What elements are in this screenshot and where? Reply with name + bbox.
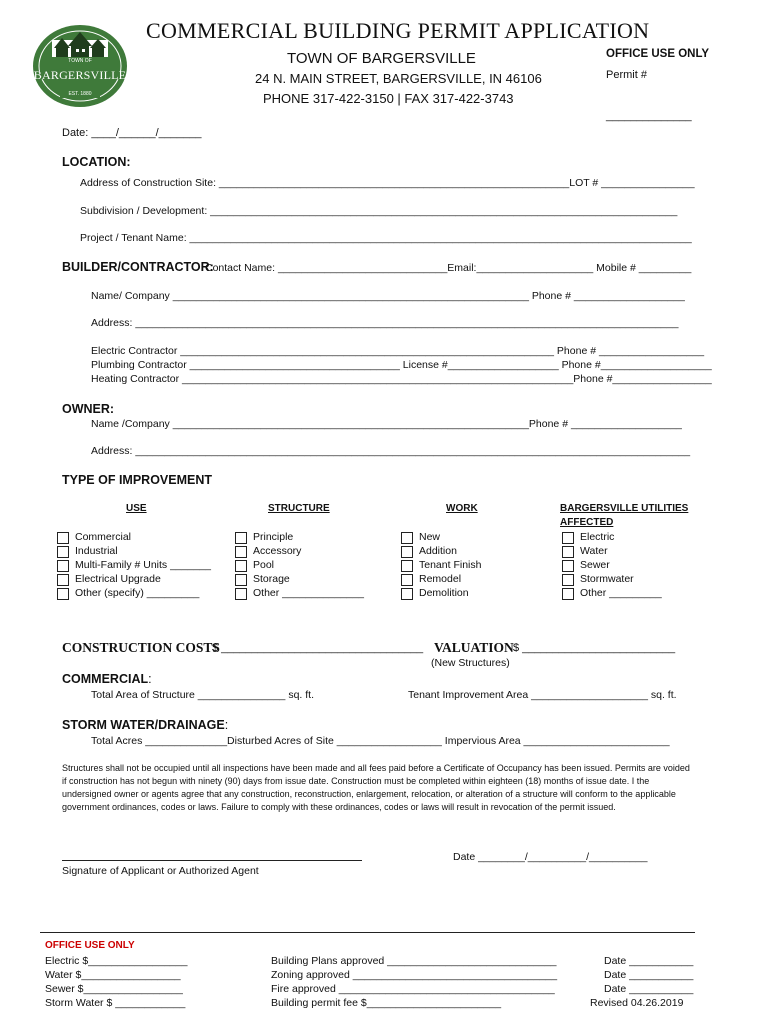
construction-costs-field[interactable]: $ _________________________________ (212, 642, 424, 654)
checkbox[interactable] (235, 574, 247, 586)
signature-line[interactable] (62, 860, 362, 861)
acreage-fields[interactable]: Total Acres ______________Disturbed Acres of Site __________________ Impervious Area _________________________ (91, 735, 670, 747)
permit-fee-field[interactable]: Building permit fee $_______________________ (271, 997, 502, 1009)
checkbox[interactable] (401, 560, 413, 572)
checkbox[interactable] (235, 588, 247, 600)
fire-date-field[interactable]: Date ___________ (604, 983, 694, 995)
total-area-field[interactable]: Total Area of Structure _______________ sq. ft. (91, 689, 314, 701)
permit-number-label: Permit # (606, 69, 647, 81)
location-heading: LOCATION: (62, 155, 131, 169)
commercial-heading: COMMERCIAL: (62, 672, 152, 686)
construction-address-field[interactable]: Address of Construction Site: ____________________________________________________________LOT # ________________ (80, 177, 695, 189)
checkbox[interactable] (401, 588, 413, 600)
work-column-header: WORK (446, 503, 478, 514)
subdivision-field[interactable]: Subdivision / Development: ________________________________________________________________________________ (80, 205, 678, 217)
checkbox[interactable] (562, 546, 574, 558)
electric-contractor-field[interactable]: Electric Contractor ________________________________________________________________ Phone # __________________ (91, 345, 705, 357)
checkbox[interactable] (235, 560, 247, 572)
checkbox[interactable] (562, 588, 574, 600)
owner-company-field[interactable]: Name /Company _____________________________________________________________Phone # ___________________ (91, 418, 682, 430)
zoning-field[interactable]: Zoning approved ___________________________________ (271, 969, 558, 981)
checkbox[interactable] (562, 560, 574, 572)
builder-company-field[interactable]: Name/ Company _____________________________________________________________ Phone # ___________________ (91, 290, 685, 302)
date-field[interactable]: Date: ____/______/_______ (62, 127, 202, 139)
checkbox[interactable] (401, 574, 413, 586)
signature-label: Signature of Applicant or Authorized Agent (62, 865, 259, 877)
revision-date: Revised 04.26.2019 (590, 997, 684, 1009)
utilities-column-header: BARGERSVILLE UTILITIES (560, 503, 689, 514)
disclaimer-paragraph: Structures shall not be occupied until all inspections have been made and all fees paid before a Certificate of Occupancy has been issued. Permits are voided if construction has not begun with ninety (90) days from issue date. Construction must be completed within eighteen (18) months of issue date. I the undersigned owner or agents agree that any construction, reconstruction, enlargement, relocation, or alteration of a structure will conform to the applicable government ordinances, codes or laws. Failure to comply with these ordinances, codes or laws will result in revocation of the permit issued. (62, 763, 690, 812)
owner-address-field[interactable]: Address: _______________________________________________________________________________________________ (91, 445, 691, 457)
checkbox[interactable] (57, 574, 69, 586)
office-storm-field[interactable]: Storm Water $ ____________ (45, 997, 186, 1009)
building-plans-field[interactable]: Building Plans approved _____________________________ (271, 955, 557, 967)
tenant-area-field[interactable]: Tenant Improvement Area ____________________ sq. ft. (408, 689, 677, 701)
logo-top-text: TOWN OF (68, 58, 92, 64)
use-column-header: USE (126, 503, 147, 514)
checkbox[interactable] (401, 546, 413, 558)
checkbox[interactable] (562, 532, 574, 544)
page-title: COMMERCIAL BUILDING PERMIT APPLICATION (146, 18, 650, 43)
storm-water-heading: STORM WATER/DRAINAGE: (62, 718, 229, 732)
office-electric-field[interactable]: Electric $_________________ (45, 955, 188, 967)
signature-date-field[interactable]: Date ________/__________/__________ (453, 851, 648, 863)
permit-number-blank[interactable]: ______________ (606, 110, 692, 122)
valuation-field[interactable]: $ _________________________ (513, 642, 676, 654)
logo-est-text: EST. 1880 (68, 91, 92, 97)
improvement-heading: TYPE OF IMPROVEMENT (62, 473, 213, 487)
builder-address-field[interactable]: Address: _____________________________________________________________________________________________ (91, 317, 679, 329)
plans-date-field[interactable]: Date ___________ (604, 955, 694, 967)
office-use-header: OFFICE USE ONLY (606, 48, 710, 60)
construction-costs-label: CONSTRUCTION COSTS (62, 640, 220, 655)
checkbox[interactable] (235, 532, 247, 544)
plumbing-contractor-field[interactable]: Plumbing Contractor ____________________________________ License #___________________ Phone #___________________ (91, 359, 712, 371)
builder-heading: BUILDER/CONTRACTOR: (62, 260, 214, 274)
new-structures-note: (New Structures) (431, 657, 510, 669)
office-sewer-field[interactable]: Sewer $_________________ (45, 983, 183, 995)
checkbox[interactable] (235, 546, 247, 558)
valuation-label: VALUATION (434, 640, 514, 655)
zoning-date-field[interactable]: Date ___________ (604, 969, 694, 981)
office-divider (40, 932, 695, 933)
structure-column-header: STRUCTURE (268, 503, 330, 514)
town-name: TOWN OF BARGERSVILLE (287, 50, 476, 67)
owner-heading: OWNER: (62, 402, 115, 416)
project-tenant-field[interactable]: Project / Tenant Name: ______________________________________________________________________________________ (80, 232, 692, 244)
checkbox[interactable] (401, 532, 413, 544)
heating-contractor-field[interactable]: Heating Contractor ___________________________________________________________________Phone #_________________ (91, 373, 712, 385)
town-phone-fax: PHONE 317-422-3150 | FAX 317-422-3743 (263, 91, 514, 106)
checkbox[interactable] (562, 574, 574, 586)
checkbox[interactable] (57, 546, 69, 558)
town-logo (30, 20, 130, 110)
checkbox[interactable] (57, 532, 69, 544)
utilities-column-header-2: AFFECTED (560, 517, 614, 528)
town-address: 24 N. MAIN STREET, BARGERSVILLE, IN 46106 (255, 71, 542, 86)
checkbox[interactable] (57, 588, 69, 600)
office-use-heading: OFFICE USE ONLY (45, 940, 135, 951)
office-water-field[interactable]: Water $_________________ (45, 969, 181, 981)
fire-field[interactable]: Fire approved _____________________________________ (271, 983, 555, 995)
builder-contact-field[interactable]: Contact Name: _____________________________Email:____________________ Mobile # _________ (205, 262, 692, 274)
checkbox[interactable] (57, 560, 69, 572)
logo-name-text: BARGERSVILLE (33, 68, 127, 82)
